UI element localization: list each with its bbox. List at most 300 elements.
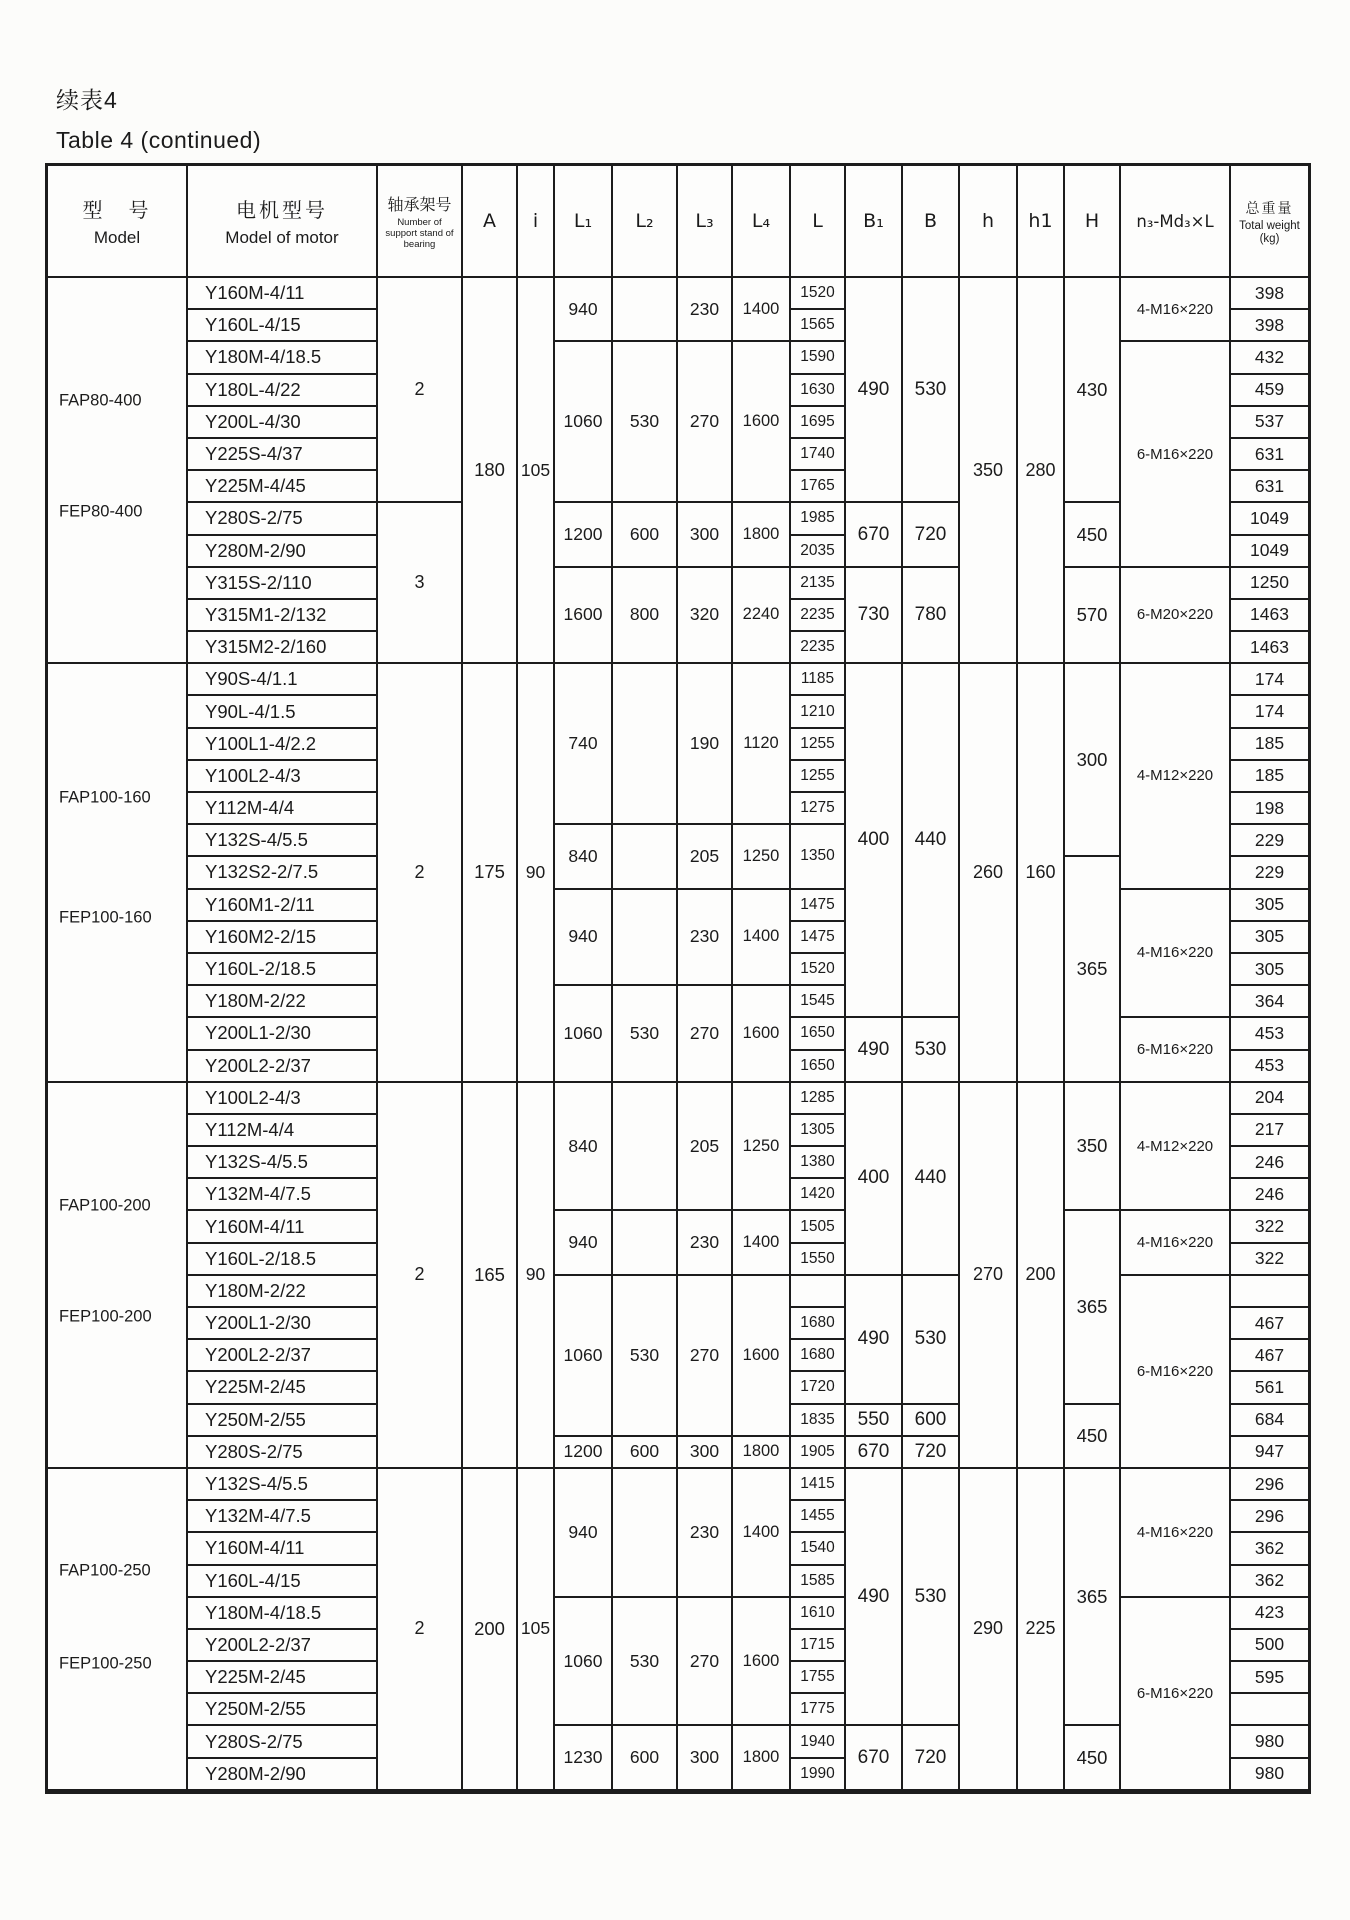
cell-weight: 453 (1231, 1051, 1308, 1083)
cell-n3: 4-M16×220 (1121, 1211, 1231, 1275)
cell-h1: 200 (1018, 1083, 1065, 1469)
cell-weight (1231, 1694, 1308, 1726)
cell-motor: Y200L2-2/37 (188, 1051, 378, 1083)
cell-weight: 185 (1231, 729, 1308, 761)
cell-weight: 947 (1231, 1437, 1308, 1469)
cell-motor: Y160M-4/11 (188, 1211, 378, 1243)
table-section-FAP100-250 (48, 1469, 1308, 1791)
cell-i: 90 (518, 1083, 555, 1469)
cell-L2 (613, 278, 678, 342)
cell-motor: Y280M-2/90 (188, 1759, 378, 1791)
cell-B: 440 (903, 664, 960, 1018)
cell-weight: 1463 (1231, 600, 1308, 632)
header-model-label: 型 号 (82, 200, 152, 222)
cell-weight: 229 (1231, 857, 1308, 889)
cell-weight: 980 (1231, 1759, 1308, 1791)
cell-i: 90 (518, 664, 555, 1082)
model-label: FAP100-160 (59, 788, 151, 806)
cell-L: 2235 (791, 600, 846, 632)
page-title-zh: 续表4 (56, 87, 118, 113)
cell-A: 165 (463, 1083, 518, 1469)
cell-L3: 270 (678, 1276, 733, 1437)
cell-B: 440 (903, 1083, 960, 1276)
header-model (48, 166, 188, 278)
cell-L4: 1600 (733, 342, 791, 503)
cell-n3: 4-M16×220 (1121, 278, 1231, 342)
cell-L3: 230 (678, 1211, 733, 1275)
cell-L1: 1060 (555, 1276, 613, 1437)
cell-H: 300 (1065, 664, 1121, 857)
cell-L: 1255 (791, 729, 846, 761)
cell-motor: Y200L1-2/30 (188, 1018, 378, 1050)
cell-L2 (613, 890, 678, 987)
cell-motor: Y160L-2/18.5 (188, 954, 378, 986)
model-label: FAP100-250 (59, 1561, 151, 1580)
cell-L: 1275 (791, 793, 846, 825)
cell-support: 2 (378, 664, 463, 1082)
header-h1 (1018, 166, 1065, 278)
cell-L3: 300 (678, 1726, 733, 1790)
cell-L: 1985 (791, 503, 846, 535)
cell-L: 1550 (791, 1244, 846, 1276)
header-L2 (613, 166, 678, 278)
cell-L: 1775 (791, 1694, 846, 1726)
cell-n3: 6-M16×220 (1121, 1598, 1231, 1791)
cell-L: 1540 (791, 1533, 846, 1565)
cell-motor: Y160L-2/18.5 (188, 1244, 378, 1276)
header-motor-label: 电机型号 (236, 200, 328, 222)
header-i (518, 166, 555, 278)
cell-motor: Y160L-4/15 (188, 310, 378, 342)
cell-L2: 600 (613, 503, 678, 567)
cell-L: 1720 (791, 1372, 846, 1404)
cell-weight: 229 (1231, 825, 1308, 857)
cell-L3: 190 (678, 664, 733, 825)
cell-motor: Y280S-2/75 (188, 503, 378, 535)
cell-weight: 246 (1231, 1179, 1308, 1211)
cell-L2: 530 (613, 1276, 678, 1437)
cell-weight: 322 (1231, 1244, 1308, 1276)
cell-L1: 840 (555, 825, 613, 889)
cell-L: 1305 (791, 1115, 846, 1147)
cell-weight: 322 (1231, 1211, 1308, 1243)
cell-L: 1520 (791, 278, 846, 310)
cell-L: 1695 (791, 407, 846, 439)
cell-B: 530 (903, 1018, 960, 1082)
cell-L4: 1800 (733, 1726, 791, 1790)
cell-n3: 6-M16×220 (1121, 1018, 1231, 1082)
table-section-FAP100-200 (48, 1083, 1308, 1469)
cell-weight: 459 (1231, 375, 1308, 407)
cell-B1: 670 (846, 503, 903, 567)
cell-L1: 1600 (555, 568, 613, 665)
cell-motor: Y112M-4/4 (188, 793, 378, 825)
cell-weight: 423 (1231, 1598, 1308, 1630)
cell-B: 530 (903, 278, 960, 503)
header-H-label: H (1084, 210, 1100, 232)
cell-H: 450 (1065, 503, 1121, 567)
cell-motor: Y200L1-2/30 (188, 1308, 378, 1340)
cell-weight: 500 (1231, 1630, 1308, 1662)
cell-weight: 1049 (1231, 503, 1308, 535)
cell-motor: Y280S-2/75 (188, 1726, 378, 1758)
cell-n3: 6-M16×220 (1121, 342, 1231, 567)
cell-B1: 400 (846, 1083, 903, 1276)
cell-weight: 432 (1231, 342, 1308, 374)
header-L3-label: L₃ (695, 210, 714, 232)
cell-L: 1350 (791, 825, 846, 889)
cell-weight: 398 (1231, 310, 1308, 342)
cell-L: 1415 (791, 1469, 846, 1501)
cell-L: 1990 (791, 1759, 846, 1791)
cell-L1: 1060 (555, 342, 613, 503)
cell-L1: 940 (555, 890, 613, 987)
cell-h: 270 (960, 1083, 1018, 1469)
cell-B1: 490 (846, 1276, 903, 1405)
cell-weight: 453 (1231, 1018, 1308, 1050)
cell-h1: 225 (1018, 1469, 1065, 1791)
header-weight-label: 总重量 (1245, 199, 1294, 216)
header-support-label: Number of support stand of bearing (385, 216, 454, 251)
cell-weight: 246 (1231, 1147, 1308, 1179)
cell-motor: Y132S2-2/7.5 (188, 857, 378, 889)
cell-B: 780 (903, 568, 960, 665)
header-n3-label: n₃-Md₃×L (1136, 211, 1214, 231)
cell-motor: Y132S-4/5.5 (188, 1469, 378, 1501)
cell-weight: 595 (1231, 1662, 1308, 1694)
cell-L1: 940 (555, 278, 613, 342)
cell-L3: 300 (678, 1437, 733, 1469)
cell-motor: Y132S-4/5.5 (188, 825, 378, 857)
header-B1 (846, 166, 903, 278)
cell-L2: 530 (613, 986, 678, 1083)
cell-B1: 490 (846, 1018, 903, 1082)
cell-n3: 6-M20×220 (1121, 568, 1231, 665)
cell-L: 1455 (791, 1501, 846, 1533)
cell-L4: 2240 (733, 568, 791, 665)
cell-i: 105 (518, 1469, 555, 1791)
cell-weight: 684 (1231, 1405, 1308, 1437)
cell-weight: 362 (1231, 1533, 1308, 1565)
table-section-FAP80-400 (48, 278, 1308, 664)
cell-L: 1650 (791, 1018, 846, 1050)
cell-motor: Y200L-4/30 (188, 407, 378, 439)
cell-L4: 1400 (733, 1469, 791, 1598)
model-label: FEP80-400 (59, 502, 143, 521)
header-motor (188, 166, 378, 278)
header-H (1065, 166, 1121, 278)
cell-model (48, 278, 188, 664)
table-body (48, 278, 1308, 1791)
cell-L: 1715 (791, 1630, 846, 1662)
cell-H: 450 (1065, 1726, 1121, 1790)
cell-L3: 230 (678, 278, 733, 342)
table-header (48, 166, 1308, 278)
cell-motor: Y225M-2/45 (188, 1662, 378, 1694)
cell-weight: 631 (1231, 439, 1308, 471)
cell-L3: 270 (678, 986, 733, 1083)
cell-weight: 1049 (1231, 536, 1308, 568)
cell-B1: 730 (846, 568, 903, 665)
cell-L: 1545 (791, 986, 846, 1018)
cell-B: 720 (903, 1437, 960, 1469)
cell-L: 1680 (791, 1308, 846, 1340)
header-B1-label: B₁ (863, 210, 884, 232)
cell-motor: Y180L-4/22 (188, 375, 378, 407)
cell-weight: 204 (1231, 1083, 1308, 1115)
cell-L: 2235 (791, 632, 846, 664)
cell-L: 1755 (791, 1662, 846, 1694)
cell-n3: 4-M12×220 (1121, 1083, 1231, 1212)
cell-h: 290 (960, 1469, 1018, 1791)
cell-A: 180 (463, 278, 518, 664)
cell-L4: 1120 (733, 664, 791, 825)
cell-L3: 300 (678, 503, 733, 567)
cell-B1: 550 (846, 1405, 903, 1437)
cell-L: 1475 (791, 890, 846, 922)
cell-L: 1740 (791, 439, 846, 471)
header-n3 (1121, 166, 1231, 278)
cell-motor: Y250M-2/55 (188, 1694, 378, 1726)
cell-motor: Y90L-4/1.5 (188, 696, 378, 728)
cell-weight: 305 (1231, 890, 1308, 922)
cell-h1: 160 (1018, 664, 1065, 1082)
cell-L: 2035 (791, 536, 846, 568)
cell-weight: 296 (1231, 1501, 1308, 1533)
cell-motor: Y160M-4/11 (188, 278, 378, 310)
cell-L2: 530 (613, 1598, 678, 1727)
cell-B1: 490 (846, 1469, 903, 1727)
cell-L: 1680 (791, 1340, 846, 1372)
cell-motor: Y180M-4/18.5 (188, 342, 378, 374)
cell-weight: 467 (1231, 1340, 1308, 1372)
cell-motor: Y100L2-4/3 (188, 1083, 378, 1115)
cell-support: 2 (378, 1083, 463, 1469)
cell-B: 600 (903, 1405, 960, 1437)
model-label: FAP80-400 (59, 391, 142, 410)
cell-L: 1520 (791, 954, 846, 986)
page-titles (56, 82, 261, 154)
cell-L3: 205 (678, 825, 733, 889)
cell-L4: 1800 (733, 503, 791, 567)
cell-L3: 230 (678, 890, 733, 987)
cell-weight: 185 (1231, 761, 1308, 793)
cell-weight (1231, 1276, 1308, 1308)
header-weight-label: Total weight (1239, 219, 1300, 232)
cell-weight: 217 (1231, 1115, 1308, 1147)
cell-L3: 230 (678, 1469, 733, 1598)
cell-L: 1185 (791, 664, 846, 696)
header-L-label: L (812, 210, 823, 232)
header-L3 (678, 166, 733, 278)
cell-motor: Y280S-2/75 (188, 1437, 378, 1469)
cell-A: 175 (463, 664, 518, 1082)
header-h-label: h (981, 210, 995, 232)
header-L4-label: L₄ (751, 210, 771, 232)
cell-L: 1590 (791, 342, 846, 374)
cell-L1: 1200 (555, 503, 613, 567)
cell-h: 260 (960, 664, 1018, 1082)
cell-L4: 1400 (733, 278, 791, 342)
model-label: FAP100-200 (59, 1196, 151, 1215)
cell-motor: Y180M-2/22 (188, 986, 378, 1018)
cell-motor: Y225S-4/37 (188, 439, 378, 471)
header-B (903, 166, 960, 278)
cell-L3: 270 (678, 342, 733, 503)
cell-L4: 1600 (733, 1276, 791, 1437)
cell-L1: 940 (555, 1469, 613, 1598)
cell-motor: Y200L2-2/37 (188, 1340, 378, 1372)
cell-motor: Y132M-4/7.5 (188, 1179, 378, 1211)
cell-L4: 1400 (733, 890, 791, 987)
cell-B: 530 (903, 1276, 960, 1405)
cell-model (48, 664, 188, 1082)
data-table (45, 163, 1311, 1794)
cell-H: 430 (1065, 278, 1121, 503)
cell-B: 530 (903, 1469, 960, 1727)
cell-weight: 362 (1231, 1566, 1308, 1598)
cell-motor: Y225M-4/45 (188, 471, 378, 503)
cell-weight: 631 (1231, 471, 1308, 503)
cell-L: 1285 (791, 1083, 846, 1115)
cell-weight: 174 (1231, 696, 1308, 728)
cell-motor: Y315M2-2/160 (188, 632, 378, 664)
cell-B: 720 (903, 503, 960, 567)
cell-L2 (613, 825, 678, 889)
cell-L2 (613, 664, 678, 825)
header-h (960, 166, 1018, 278)
cell-motor: Y90S-4/1.1 (188, 664, 378, 696)
cell-B1: 670 (846, 1726, 903, 1790)
header-L1 (555, 166, 613, 278)
cell-H: 570 (1065, 568, 1121, 665)
cell-L1: 1200 (555, 1437, 613, 1469)
cell-n3: 6-M16×220 (1121, 1276, 1231, 1469)
cell-model (48, 1469, 188, 1791)
cell-H: 450 (1065, 1405, 1121, 1469)
cell-L: 1835 (791, 1405, 846, 1437)
model-label: FEP100-160 (59, 908, 152, 927)
cell-L1: 1230 (555, 1726, 613, 1790)
cell-L (791, 1276, 846, 1308)
cell-L1: 840 (555, 1083, 613, 1212)
cell-weight: 364 (1231, 986, 1308, 1018)
cell-n3: 4-M16×220 (1121, 890, 1231, 1019)
cell-L3: 270 (678, 1598, 733, 1727)
cell-L1: 1060 (555, 1598, 613, 1727)
cell-weight: 296 (1231, 1469, 1308, 1501)
cell-L2 (613, 1211, 678, 1275)
header-motor-label: Model of motor (225, 228, 339, 247)
cell-motor: Y315S-2/110 (188, 568, 378, 600)
header-A-label: A (483, 210, 496, 232)
cell-motor: Y100L2-4/3 (188, 761, 378, 793)
cell-motor: Y132S-4/5.5 (188, 1147, 378, 1179)
cell-motor: Y160L-4/15 (188, 1566, 378, 1598)
cell-motor: Y100L1-4/2.2 (188, 729, 378, 761)
cell-L4: 1250 (733, 1083, 791, 1212)
cell-h: 350 (960, 278, 1018, 664)
cell-L3: 205 (678, 1083, 733, 1212)
cell-L2 (613, 1469, 678, 1598)
cell-motor: Y180M-2/22 (188, 1276, 378, 1308)
cell-B1: 400 (846, 664, 903, 1018)
cell-weight: 198 (1231, 793, 1308, 825)
cell-motor: Y180M-4/18.5 (188, 1598, 378, 1630)
cell-motor: Y112M-4/4 (188, 1115, 378, 1147)
header-support-label: 轴承架号 (387, 196, 452, 214)
cell-L: 2135 (791, 568, 846, 600)
cell-L: 1630 (791, 375, 846, 407)
cell-weight: 305 (1231, 954, 1308, 986)
cell-motor: Y280M-2/90 (188, 536, 378, 568)
cell-H: 365 (1065, 1211, 1121, 1404)
cell-motor: Y200L2-2/37 (188, 1630, 378, 1662)
header-weight-label: (kg) (1259, 232, 1280, 245)
cell-L1: 740 (555, 664, 613, 825)
cell-i: 105 (518, 278, 555, 664)
cell-weight: 174 (1231, 664, 1308, 696)
cell-L: 1420 (791, 1179, 846, 1211)
cell-support: 2 (378, 1469, 463, 1791)
cell-L: 1210 (791, 696, 846, 728)
cell-L4: 1600 (733, 986, 791, 1083)
cell-weight: 467 (1231, 1308, 1308, 1340)
cell-L4: 1250 (733, 825, 791, 889)
cell-L: 1940 (791, 1726, 846, 1758)
cell-L: 1610 (791, 1598, 846, 1630)
cell-L: 1475 (791, 922, 846, 954)
header-L2-label: L₂ (635, 210, 654, 232)
cell-motor: Y160M2-2/15 (188, 922, 378, 954)
cell-L: 1765 (791, 471, 846, 503)
header-L (791, 166, 846, 278)
header-weight (1231, 166, 1308, 278)
model-label: FEP100-250 (59, 1654, 152, 1673)
cell-L: 1585 (791, 1566, 846, 1598)
cell-H: 365 (1065, 1469, 1121, 1727)
cell-L2: 530 (613, 342, 678, 503)
cell-L4: 1400 (733, 1211, 791, 1275)
cell-L2: 600 (613, 1726, 678, 1790)
cell-motor: Y160M1-2/11 (188, 890, 378, 922)
model-label: FEP100-200 (59, 1307, 152, 1326)
header-support (378, 166, 463, 278)
cell-h1: 280 (1018, 278, 1065, 664)
cell-weight: 561 (1231, 1372, 1308, 1404)
cell-B1: 490 (846, 278, 903, 503)
table-section-FAP100-160 (48, 664, 1308, 1082)
header-L4 (733, 166, 791, 278)
cell-H: 350 (1065, 1083, 1121, 1212)
cell-H: 365 (1065, 857, 1121, 1082)
cell-model (48, 1083, 188, 1469)
cell-L2 (613, 1083, 678, 1212)
header-i-label: i (532, 210, 539, 232)
cell-L4: 1800 (733, 1437, 791, 1469)
cell-n3: 4-M12×220 (1121, 664, 1231, 889)
cell-weight: 537 (1231, 407, 1308, 439)
cell-L: 1565 (791, 310, 846, 342)
header-A (463, 166, 518, 278)
cell-L: 1505 (791, 1211, 846, 1243)
cell-B: 720 (903, 1726, 960, 1790)
cell-weight: 398 (1231, 278, 1308, 310)
cell-L1: 940 (555, 1211, 613, 1275)
page-title-en: Table 4 (continued) (56, 127, 262, 153)
cell-motor: Y250M-2/55 (188, 1405, 378, 1437)
cell-weight: 1463 (1231, 632, 1308, 664)
